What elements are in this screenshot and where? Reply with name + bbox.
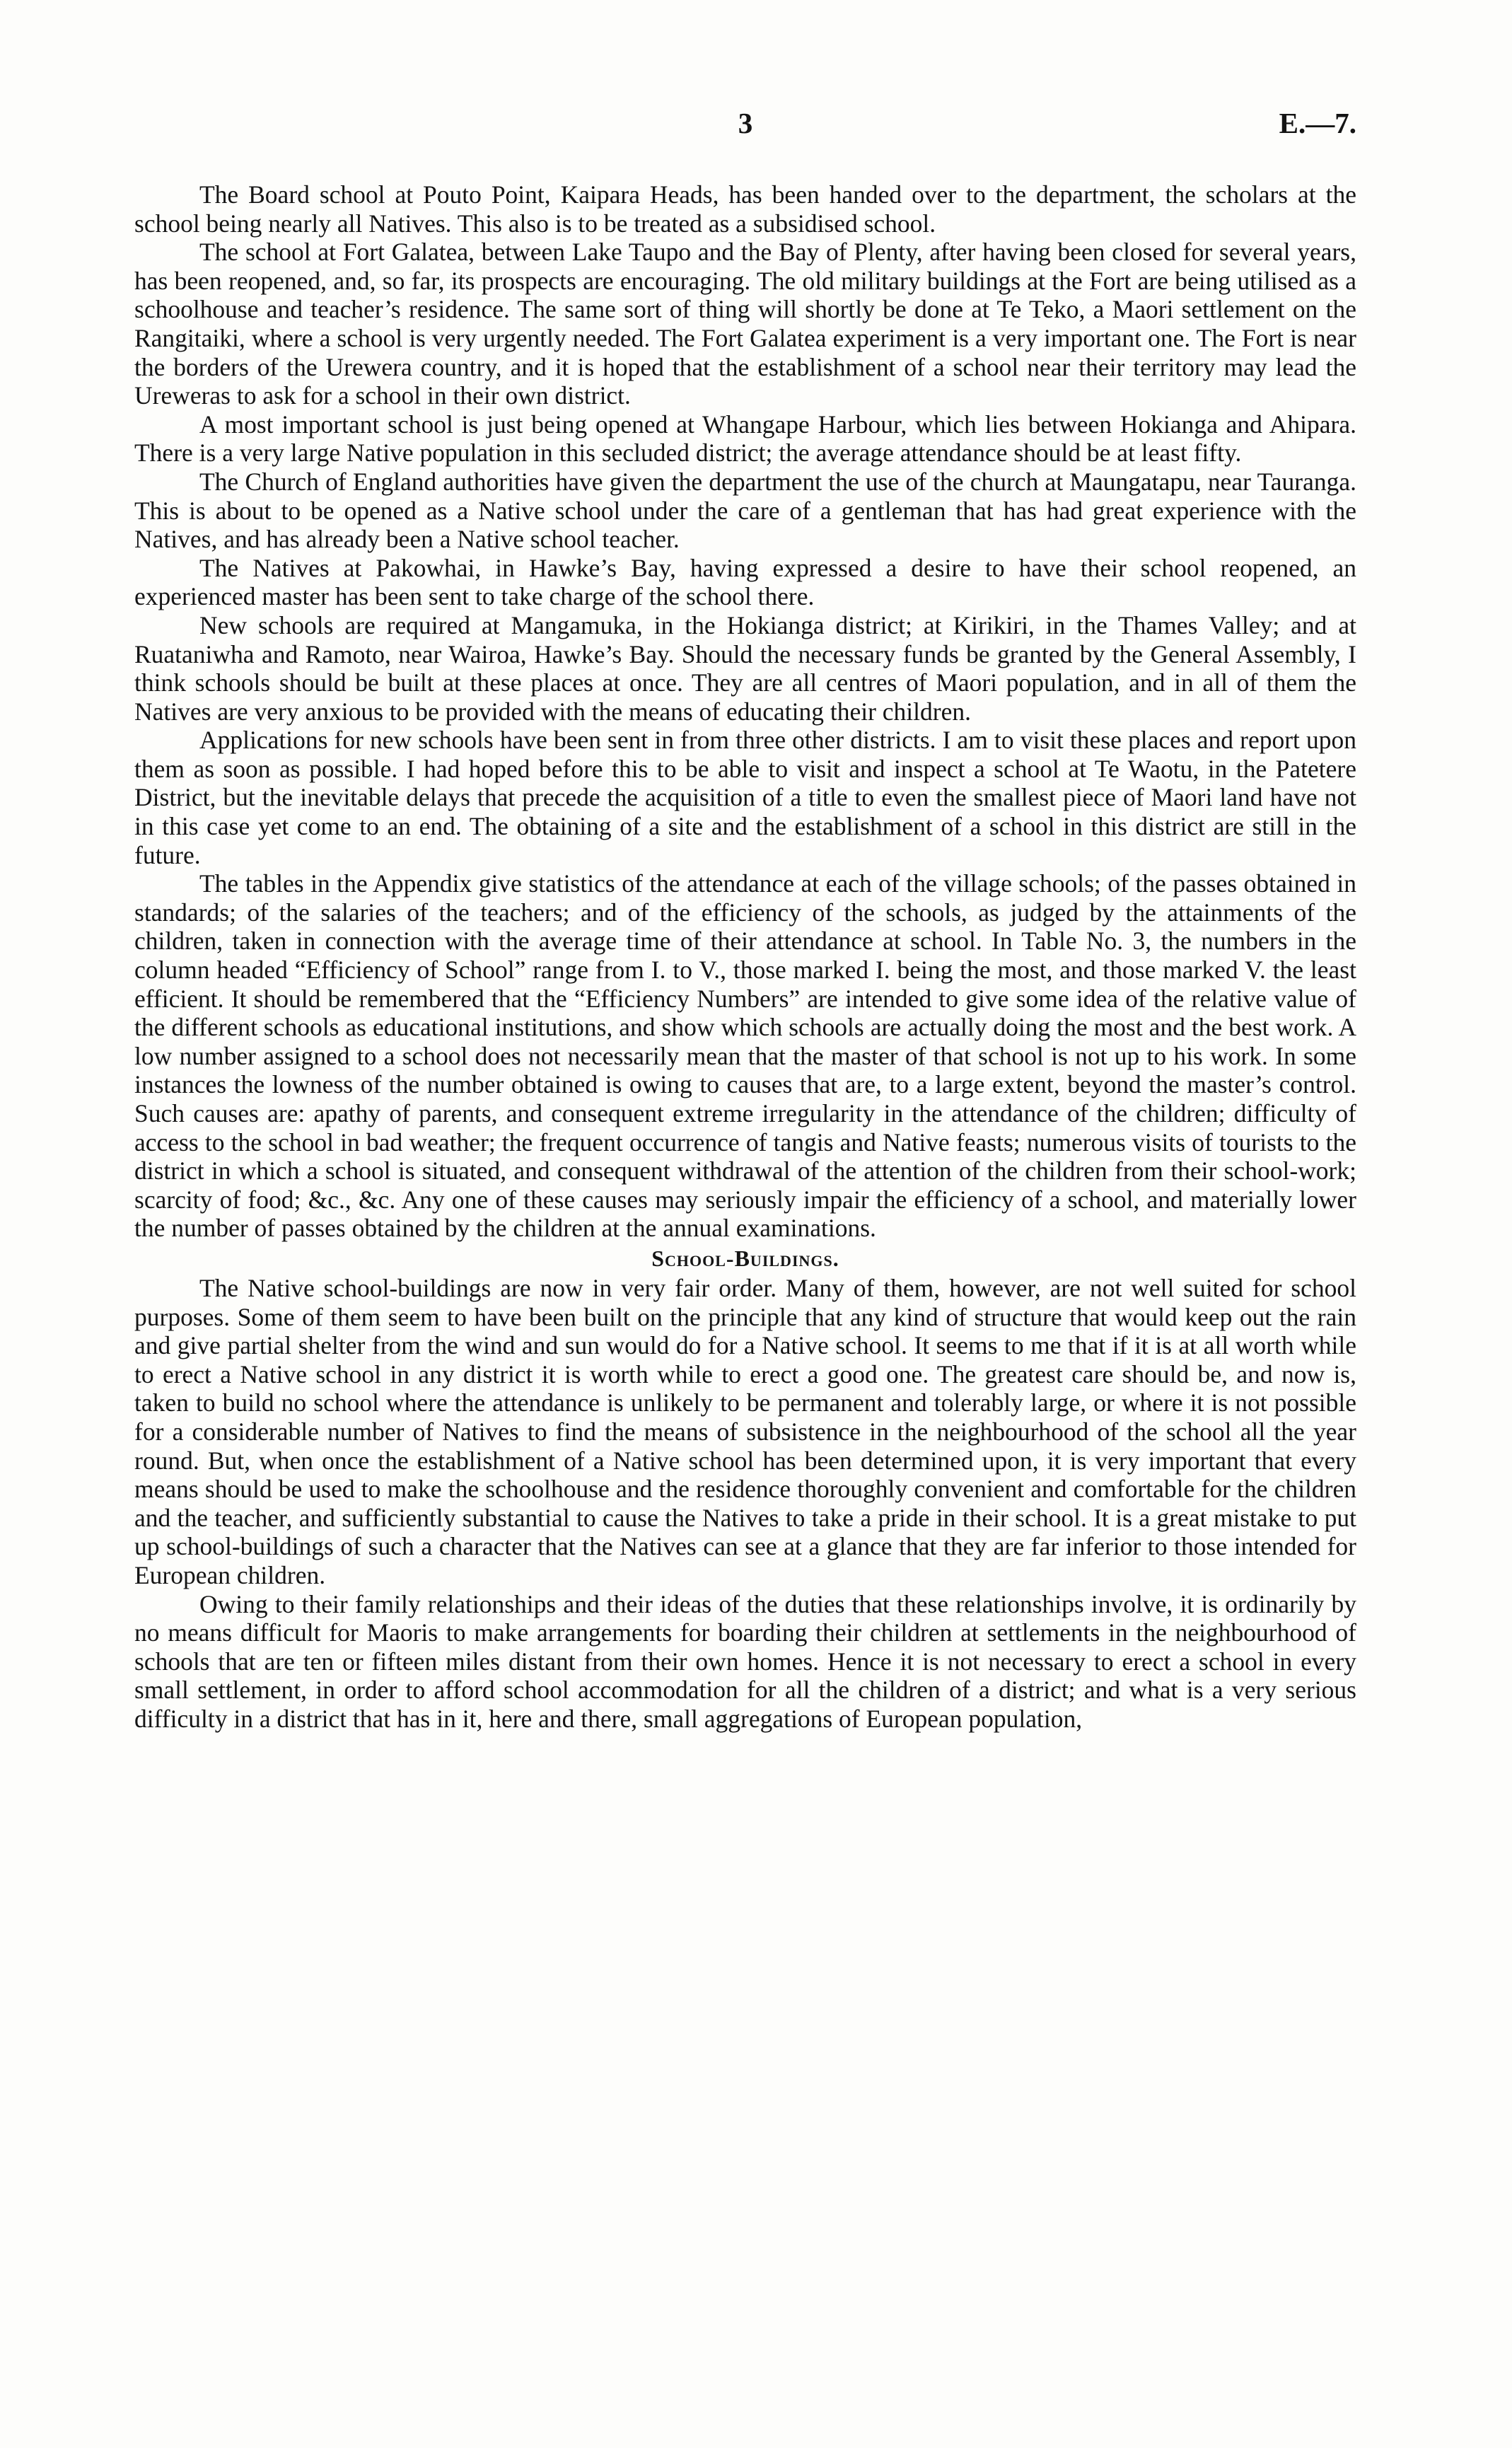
document-reference: E.—7.: [1279, 107, 1356, 139]
paragraph-pouto-point: The Board school at Pouto Point, Kaipara Heads, has been handed over to the department, the scholars at the school being nearly all Natives. This also is to be treated as a subsidised school.: [134, 180, 1356, 238]
paragraph-fort-galatea: The school at Fort Galatea, between Lake Taupo and the Bay of Plenty, after having been closed for several years, has been reopened, and, so far, its prospects are encouraging. The old military buildings at the Fort are being utilised as a schoolhouse and teacher’s residence. The same sort of thing will shortly be done at Te Teko, a Maori settlement on the Rangitaiki, where a school is very urgently needed. The Fort Galatea experiment is a very important one. The Fort is near the borders of the Urewera country, and it is hoped that the establishment of a school near their territory may lead the Ureweras to ask for a school in their own district.: [134, 238, 1356, 410]
paragraph-new-schools: New schools are required at Mangamuka, in the Hokianga district; at Kirikiri, in the Thames Valley; and at Ruataniwha and Ramoto, near Wairoa, Hawke’s Bay. Should the necessary funds be granted by the General Assembly, I think schools should be built at these places at once. They are all centres of Maori population, and in all of them the Natives are very anxious to be provided with the means of educating their children.: [134, 610, 1356, 726]
page-header: [134, 106, 1356, 149]
paragraph-whangape: A most important school is just being opened at Whangape Harbour, which lies between Hokianga and Ahipara. There is a very large Native population in this secluded district; the average attendance should be at least fifty.: [134, 410, 1356, 468]
paragraph-pakowhai: The Natives at Pakowhai, in Hawke’s Bay, having expressed a desire to have their school reopened, an experienced master has been sent to take charge of the school there.: [134, 553, 1356, 611]
body-text: [134, 180, 1356, 1733]
paragraph-family-relationships: Owing to their family relationships and their ideas of the duties that these relationships involve, it is ordinarily by no means difficult for Maoris to make arrangements for boarding their children at settlements in the neighbourhood of schools that are ten or fifteen miles distant from their own homes. Hence it is not necessary to erect a school in every small settlement, in order to afford school accommodation for all the children of a district; and what is a very serious difficulty in a district that has in it, here and there, small aggregations of European population,: [134, 1589, 1356, 1733]
paragraph-maungatapu: The Church of England authorities have given the department the use of the church at Maungatapu, near Tauranga. This is about to be opened as a Native school under the care of a gentleman that has had great experience with the Natives, and has already been a Native school teacher.: [134, 467, 1356, 554]
paragraph-appendix-tables: The tables in the Appendix give statistics of the attendance at each of the village schools; of the passes obtained in standards; of the salaries of the teachers; and of the efficiency of the schools, as judged by the attainments of the children, taken in connection with the average time of their attendance at school. In Table No. 3, the numbers in the column headed “Efficiency of School” range from I. to V., those marked I. being the most, and those marked V. the least efficient. It should be remembered that the “Efficiency Numbers” are intended to give some idea of the relative value of the different schools as educational institutions, and show which schools are actually doing the most and the best work. A low number assigned to a school does not necessarily mean that the master of that school is not up to his work. In some instances the lowness of the number obtained is owing to causes that are, to a large extent, beyond the master’s control. Such causes are: apathy of parents, and consequent extreme irregularity in the attendance of the children; difficulty of access to the school in bad weather; the frequent occurrence of tangis and Native feasts; numerous visits of tourists to the district in which a school is situated, and consequent withdrawal of the attention of the children from their school-work; scarcity of food; &c., &c. Any one of these causes may seriously impair the efficiency of a school, and materially lower the number of passes obtained by the children at the annual examinations.: [134, 869, 1356, 1243]
section-heading-school-buildings: School-Buildings.: [651, 1245, 839, 1271]
page-number: 3: [738, 107, 753, 139]
paragraph-school-buildings: The Native school-buildings are now in very fair order. Many of them, however, are not well suited for school purposes. Some of them seem to have been built on the principle that any kind of structure that would keep out the rain and give partial shelter from the wind and sun would do for a Native school. It seems to me that if it is at all worth while to erect a Native school in any district it is worth while to erect a good one. The greatest care should be, and now is, taken to build no school where the attendance is unlikely to be permanent and tolerably large, or where it is not possible for a considerable number of Natives to find the means of subsistence in the neighbourhood of the school all the year round. But, when once the establishment of a Native school has been determined upon, it is very important that every means should be used to make the schoolhouse and the residence thoroughly convenient and comfortable for the children and the teacher, and sufficiently substantial to cause the Natives to take a pride in their school. It is a great mistake to put up school-buildings of such a character that the Natives can see at a glance that they are far inferior to those intended for European children.: [134, 1273, 1356, 1589]
paragraph-applications: Applications for new schools have been sent in from three other districts. I am to visit these places and report upon them as soon as possible. I had hoped before this to be able to visit and inspect a school at Te Waotu, in the Patetere District, but the inevitable delays that precede the acquisition of a title to even the smallest piece of Maori land have not in this case yet come to an end. The obtaining of a site and the establishment of a school in this district are still in the future.: [134, 726, 1356, 869]
